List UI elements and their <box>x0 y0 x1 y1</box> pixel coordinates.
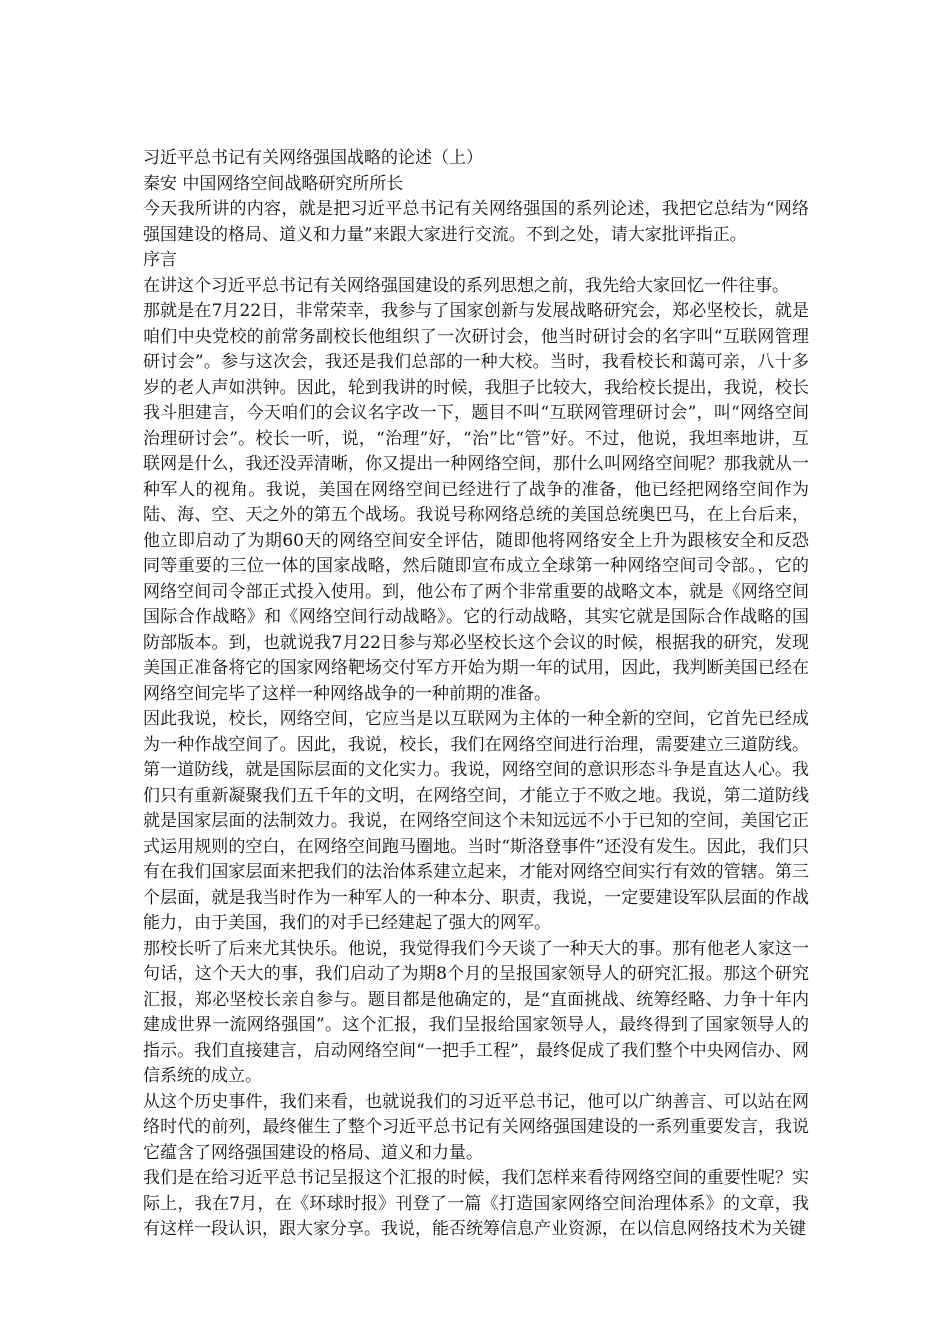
body-paragraph: 在讲这个习近平总书记有关网络强国建设的系列思想之前，我先给大家回忆一件往事。 <box>143 275 789 296</box>
body-paragraph: 那校长听了后来尤其快乐。他说，我觉得我们今天谈了一种天大的事。那有他老人家这一句话，这个天大的事，我们启动了为期8个月的呈报国家领导人的研究汇报。那这个研究汇报，郑必坚校长亲自参与。题目都是他确定的，是“直面挑战、统筹经略、力争十年内建成世界一流网络强国”。这个汇报，我们呈报给国家领导人，最终得到了国家领导人的指示。我们直接建言，启动网络空间“一把手工程”，最终促成了我们整个中央网信办、网信系统的成立。 <box>143 938 809 1086</box>
document-title: 习近平总书记有关网络强国战略的论述（上） <box>143 148 483 168</box>
section-heading: 序言 <box>143 250 177 270</box>
intro-paragraph: 今天我所讲的内容，就是把习近平总书记有关网络强国的系列论述，我把它总结为“网络强国建设的格局、道义和力量”来跟大家进行交流。不到之处，请大家批评指正。 <box>143 199 809 245</box>
body-paragraph: 我们是在给习近平总书记呈报这个汇报的时候，我们怎样来看待网络空间的重要性呢？实际上，我在7月，在《环球时报》刊登了一篇《打造国家网络空间治理体系》的文章，我有这样一段认识，跟大家分享。我说，能否统筹信息产业资源，在以信息网络技术为关键 <box>143 1168 809 1239</box>
body-paragraph: 因此我说，校长，网络空间，它应当是以互联网为主体的一种全新的空间，它首先已经成为一种作战空间了。因此，我说，校长，我们在网络空间进行治理，需要建立三道防线。第一道防线，就是国际层面的文化实力。我说，网络空间的意识形态斗争是直达人心。我们只有重新凝聚我们五千年的文明，在网络空间，才能立于不败之地。我说，第二道防线就是国家层面的法制效力。我说，在网络空间这个未知远远不小于已知的空间，美国它正式运用规则的空白，在网络空间跑马圈地。当时“斯洛登事件”还没有发生。因此，我们只有在我们国家层面来把我们的法治体系建立起来，才能对网络空间实行有效的管辖。第三个层面，就是我当时作为一种军人的一种本分、职责，我说，一定要建设军队层面的作战能力，由于美国，我们的对手已经建起了强大的网军。 <box>143 709 809 933</box>
author-line: 秦安 中国网络空间战略研究所所长 <box>143 173 404 194</box>
body-paragraph: 从这个历史事件，我们来看，也就说我们的习近平总书记，他可以广纳善言、可以站在网络时代的前列，最终催生了整个习近平总书记有关网络强国建设的一系列重要发言，我说它蕴含了网络强国建设的格局、道义和力量。 <box>143 1091 809 1163</box>
document-page <box>143 146 809 1243</box>
body-paragraph: 那就是在7月22日，非常荣幸，我参与了国家创新与发展战略研究会，郑必坚校长，就是咱们中央党校的前常务副校长他组织了一次研讨会，他当时研讨会的名字叫“互联网管理研讨会”。参与这次会，我还是我们总部的一种大校。当时，我看校长和蔼可亲，八十多岁的老人声如洪钟。因此，轮到我讲的时候，我胆子比较大，我给校长提出，我说，校长我斗胆建言，今天咱们的会议名字改一下，题目不叫“互联网管理研讨会”，叫“网络空间治理研讨会”。校长一听，说，“治理”好，“治”比“管”好。不过，他说，我坦率地讲，互联网是什么，我还没弄清晰，你又提出一种网络空间，那什么叫网络空间呢？那我就从一种军人的视角。我说，美国在网络空间已经进行了战争的准备，他已经把网络空间作为陆、海、空、天之外的第五个战场。我说号称网络总统的美国总统奥巴马，在上台后来，他立即启动了为期60天的网络空间安全评估，随即他将网络安全上升为跟核安全和反恐同等重要的三位一体的国家战略，然后随即宣布成立全球第一种网络空间司令部。，它的网络空间司令部正式投入使用。到，他公布了两个非常重要的战略文本，就是《网络空间国际合作战略》和《网络空间行动战略》。它的行动战略，其实它就是国际合作战略的国防部版本。到，也就说我7月22日参与郑必坚校长这个会议的时候，根据我的研究，发现美国正准备将它的国家网络靶场交付军方开始为期一年的试用，因此，我判断美国已经在网络空间完毕了这样一种网络战争的一种前期的准备。 <box>143 301 809 704</box>
